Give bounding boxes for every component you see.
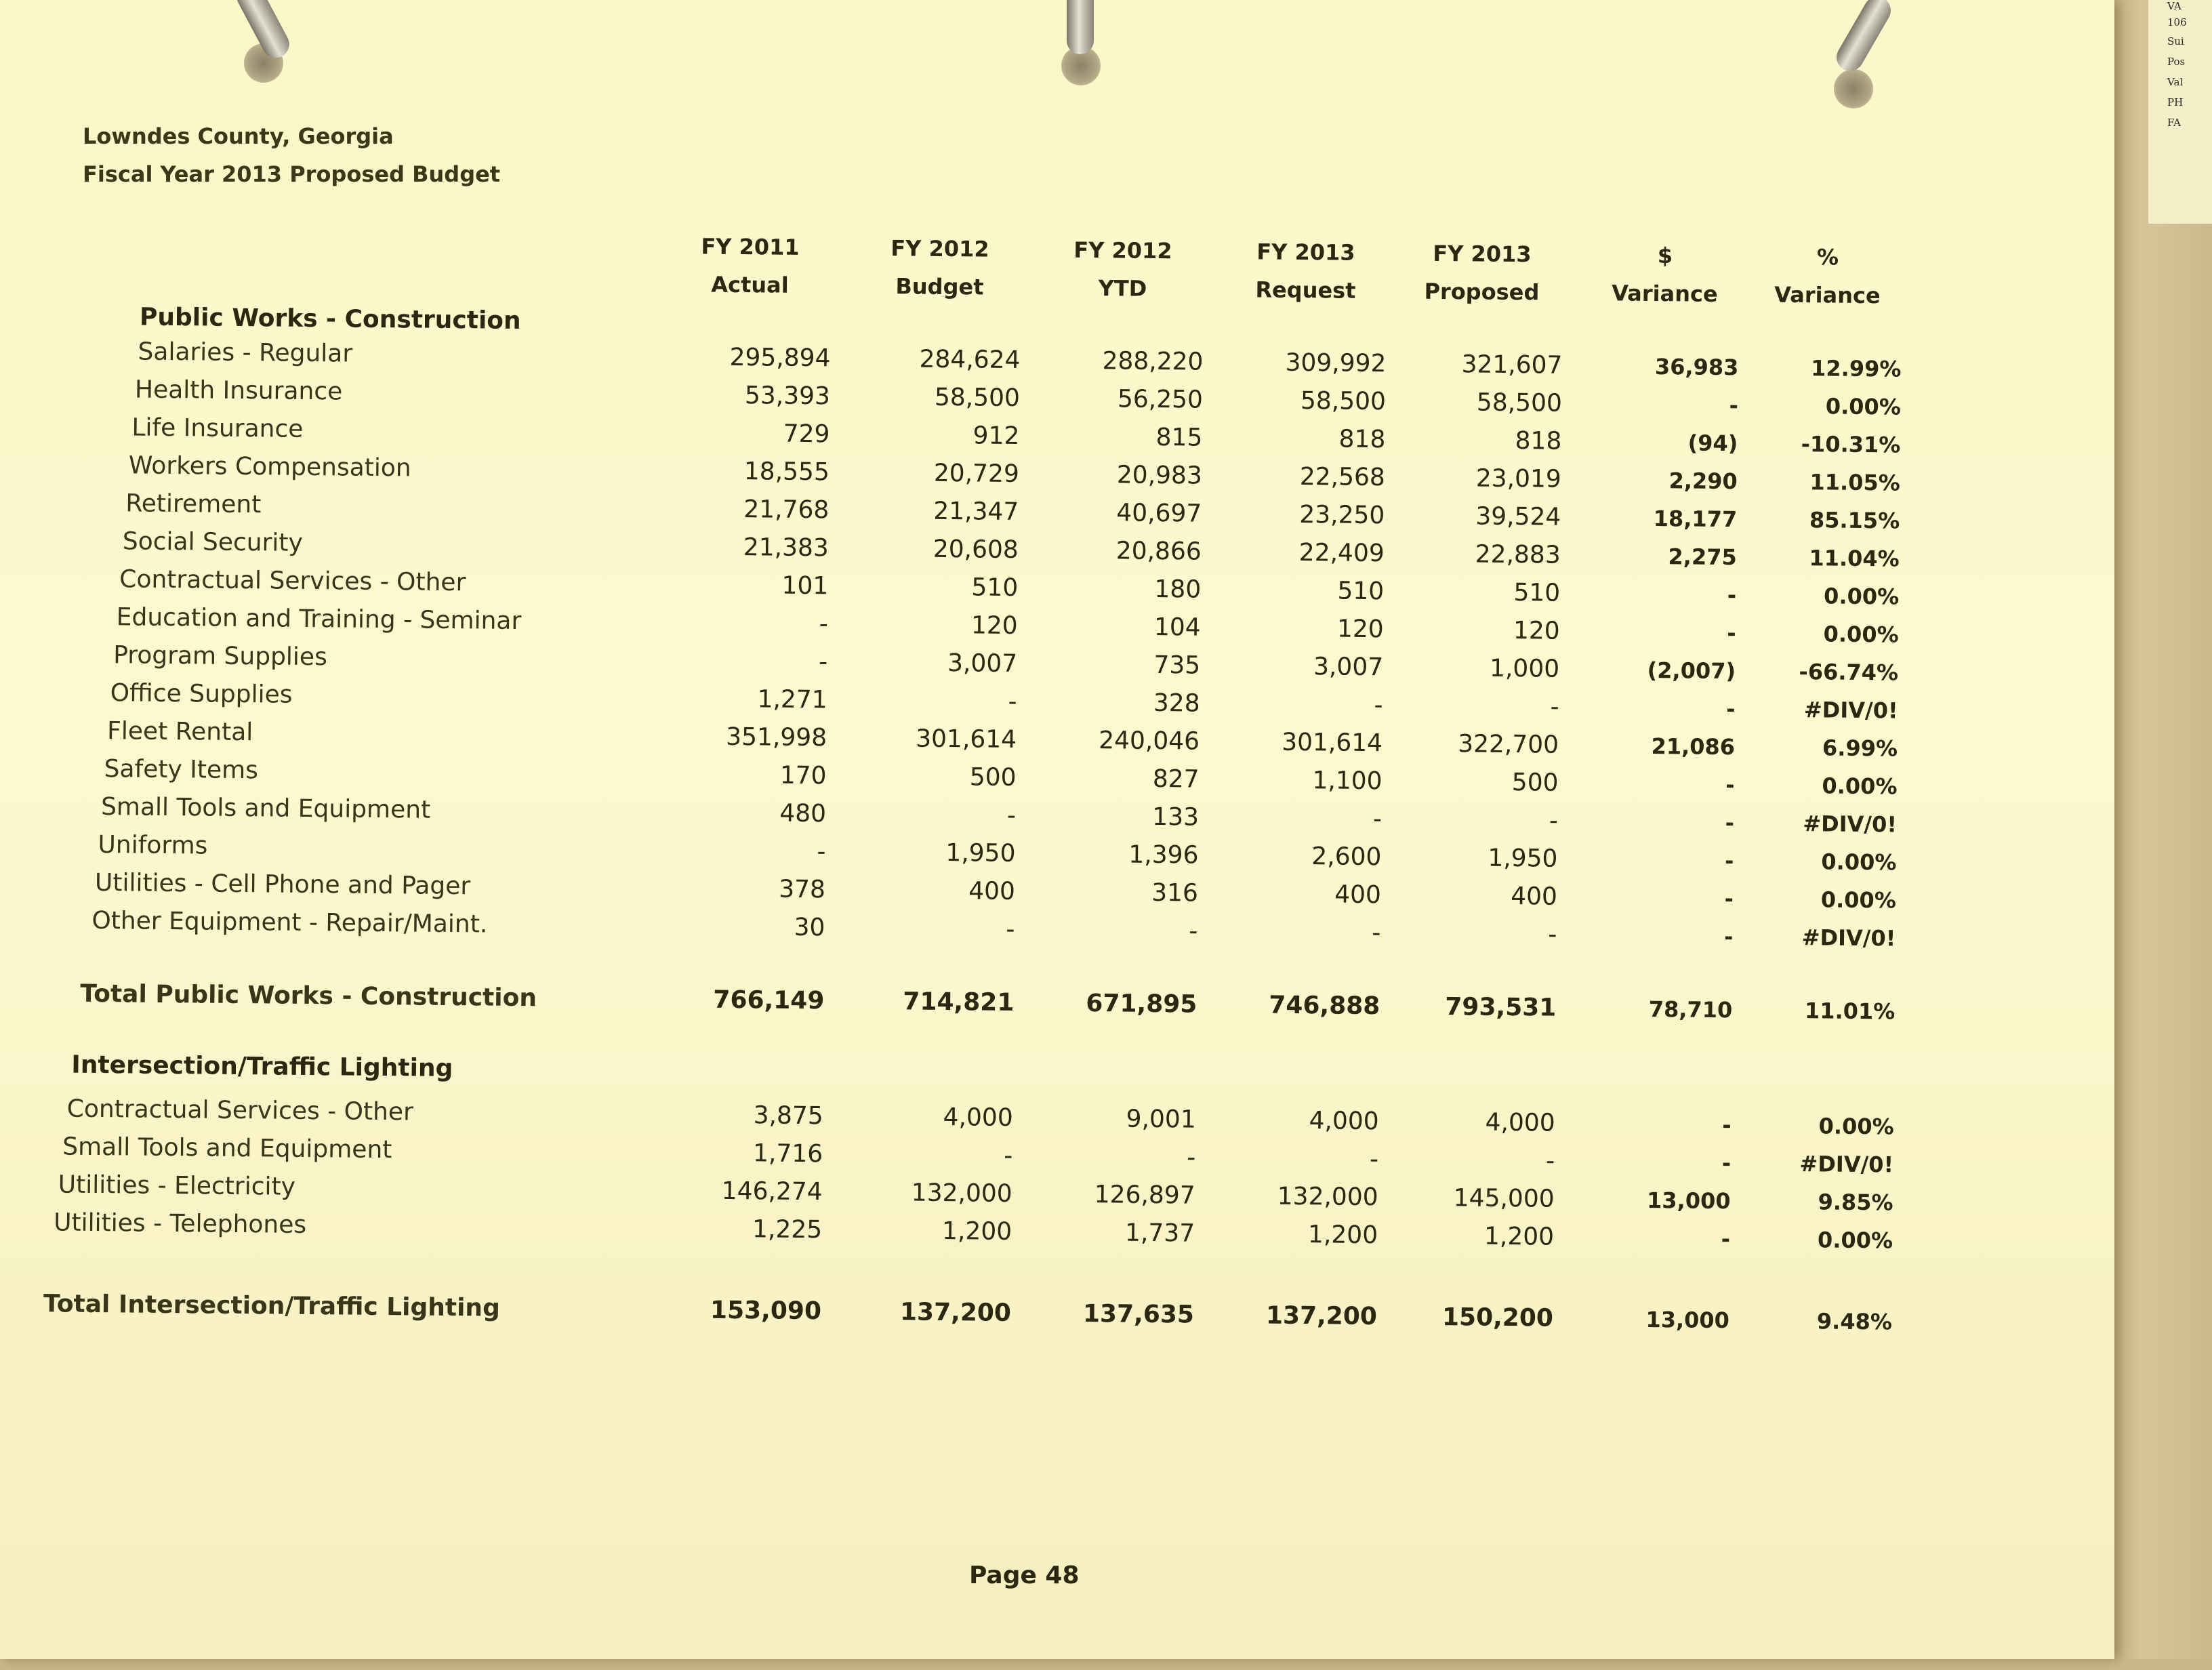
cell-value: 240,046 xyxy=(1099,727,1200,756)
cell-value: 120 xyxy=(1336,615,1384,644)
cell-value: (94) xyxy=(1687,430,1738,457)
cell-value: 21,768 xyxy=(743,495,830,525)
cell-value: 9.85% xyxy=(1818,1189,1893,1216)
cell-value: 500 xyxy=(969,763,1017,792)
cell-value: 146,274 xyxy=(721,1177,823,1206)
cell-value: - xyxy=(1189,917,1198,945)
line-item-label: Utilities - Telephones xyxy=(53,1208,307,1239)
column-header xyxy=(1224,232,1387,310)
cell-value: 20,608 xyxy=(933,535,1019,565)
cell-value: 1,396 xyxy=(1128,840,1199,870)
column-header xyxy=(858,229,1021,306)
cell-value: 2,275 xyxy=(1668,544,1737,571)
column-header-line1: FY 2013 xyxy=(1433,240,1532,268)
cell-value: 3,875 xyxy=(753,1101,823,1131)
cell-value: 322,700 xyxy=(1457,730,1559,759)
line-item-label: Life Insurance xyxy=(131,413,304,443)
cell-value: 818 xyxy=(1338,425,1386,454)
cell-value: #DIV/0! xyxy=(1801,924,1896,952)
cell-value: - xyxy=(819,610,828,638)
background-sheet-text: PH xyxy=(2167,96,2184,108)
cell-value: 137,200 xyxy=(899,1298,1012,1327)
cell-value: 328 xyxy=(1153,689,1200,718)
cell-value: 133 xyxy=(1152,802,1200,832)
budget-title: Fiscal Year 2013 Proposed Budget xyxy=(83,161,501,187)
cell-value: 56,250 xyxy=(1117,385,1204,414)
cell-value: 23,019 xyxy=(1475,464,1562,493)
cell-value: 912 xyxy=(972,422,1020,451)
cell-value: 2,600 xyxy=(1311,842,1382,872)
total-label: Total Public Works - Construction xyxy=(80,979,537,1013)
cell-value: 11.04% xyxy=(1809,545,1900,572)
cell-value: 39,524 xyxy=(1475,502,1561,531)
cell-value: 20,983 xyxy=(1116,461,1203,490)
column-header-line1: FY 2013 xyxy=(1256,239,1355,266)
column-header xyxy=(668,227,832,304)
cell-value: - xyxy=(1724,886,1734,912)
total-row xyxy=(0,975,2112,1033)
column-header xyxy=(1400,234,1563,311)
cell-value: 0.00% xyxy=(1820,887,1897,914)
cell-value: 0.00% xyxy=(1823,621,1899,648)
page-number: Page 48 xyxy=(969,1562,1080,1589)
cell-value: 132,000 xyxy=(911,1179,1012,1208)
county-name: Lowndes County, Georgia xyxy=(83,123,394,149)
line-item-label: Utilities - Cell Phone and Pager xyxy=(94,868,471,901)
background-sheet-text: Sui xyxy=(2167,35,2184,47)
cell-value: 23,250 xyxy=(1299,500,1385,530)
cell-value: 0.00% xyxy=(1818,1113,1894,1140)
cell-value: 827 xyxy=(1152,765,1200,794)
column-header-line1: FY 2011 xyxy=(701,233,800,260)
cell-value: #DIV/0! xyxy=(1799,1151,1894,1178)
cell-value: - xyxy=(1545,1147,1555,1175)
cell-value: 1,737 xyxy=(1124,1219,1195,1248)
cell-value: 400 xyxy=(968,877,1016,905)
line-item-label: Utilities - Electricity xyxy=(58,1170,296,1201)
cell-value: 21,383 xyxy=(743,533,829,563)
line-item-label: Workers Compensation xyxy=(128,451,411,483)
cell-value: 2,290 xyxy=(1668,468,1738,495)
cell-value: 21,347 xyxy=(933,497,1019,527)
cell-value: 295,894 xyxy=(729,343,831,373)
cell-value: - xyxy=(1727,620,1736,647)
line-item-label: Other Equipment - Repair/Maint. xyxy=(91,906,488,939)
cell-value: 3,007 xyxy=(947,649,1018,678)
cell-value: - xyxy=(1723,924,1734,950)
cell-value: 321,607 xyxy=(1461,350,1563,380)
cell-value: 766,149 xyxy=(713,985,825,1015)
background-sheet-text: FA xyxy=(2167,117,2181,129)
cell-value: - xyxy=(1006,915,1015,943)
cell-value: - xyxy=(1372,805,1382,834)
cell-value: 22,568 xyxy=(1299,462,1386,492)
cell-value: 316 xyxy=(1151,878,1199,908)
line-item-label: Program Supplies xyxy=(113,641,328,672)
background-sheet-text: Pos xyxy=(2167,56,2186,68)
cell-value: 729 xyxy=(783,420,830,449)
cell-value: 671,895 xyxy=(1086,990,1197,1019)
line-item-label: Fleet Rental xyxy=(106,717,253,747)
cell-value: 53,393 xyxy=(744,382,831,411)
cell-value: 9.48% xyxy=(1816,1308,1893,1335)
cell-value: 510 xyxy=(1513,579,1561,607)
cell-value: 0.00% xyxy=(1825,393,1902,420)
background-sheet-text: 106 xyxy=(2167,16,2187,28)
cell-value: 22,409 xyxy=(1298,538,1385,568)
column-header xyxy=(1746,237,1909,314)
cell-value: 1,100 xyxy=(1312,767,1382,796)
cell-value: #DIV/0! xyxy=(1803,697,1898,724)
cell-value: 4,000 xyxy=(1309,1107,1379,1136)
cell-value: 137,635 xyxy=(1082,1299,1195,1329)
cell-value: 1,200 xyxy=(941,1217,1012,1246)
cell-value: - xyxy=(1006,801,1017,830)
cell-value: 4,000 xyxy=(943,1103,1013,1132)
cell-value: - xyxy=(1721,1226,1731,1252)
cell-value: 180 xyxy=(1154,575,1202,604)
cell-value: 58,500 xyxy=(1476,388,1563,418)
cell-value: 1,200 xyxy=(1307,1221,1378,1250)
cell-value: 170 xyxy=(779,761,827,790)
cell-value: 510 xyxy=(1337,577,1385,606)
cell-value: 104 xyxy=(1153,613,1201,642)
cell-value: 301,614 xyxy=(916,725,1017,754)
cell-value: 1,200 xyxy=(1483,1222,1555,1251)
cell-value: 36,983 xyxy=(1654,354,1739,381)
cell-value: 120 xyxy=(1513,617,1560,645)
cell-value: 4,000 xyxy=(1485,1108,1555,1137)
cell-value: 13,000 xyxy=(1646,1187,1731,1215)
background-sheet-text: Val xyxy=(2167,76,2184,88)
cell-value: 1,950 xyxy=(945,839,1016,868)
line-item-label: Contractual Services - Other xyxy=(119,565,466,597)
background-sheet xyxy=(2148,0,2212,224)
cell-value: - xyxy=(1725,772,1735,798)
cell-value: 500 xyxy=(1511,769,1559,797)
cell-value: - xyxy=(1550,693,1559,721)
cell-value: 510 xyxy=(971,573,1019,603)
column-header-line1: % xyxy=(1816,244,1839,270)
column-header-line2: Budget xyxy=(895,273,984,300)
cell-value: -66.74% xyxy=(1799,659,1899,686)
cell-value: 11.05% xyxy=(1809,469,1900,496)
cell-value: -10.31% xyxy=(1801,431,1901,458)
cell-value: 818 xyxy=(1515,427,1562,455)
cell-value: 40,697 xyxy=(1116,499,1202,528)
cell-value: 746,888 xyxy=(1269,991,1380,1021)
cell-value: #DIV/0! xyxy=(1803,811,1898,838)
cell-value: 284,624 xyxy=(919,345,1021,375)
line-item-label: Social Security xyxy=(122,527,304,557)
cell-value: 714,821 xyxy=(903,987,1015,1017)
total-row xyxy=(0,1285,2109,1343)
cell-value: 400 xyxy=(1510,882,1558,911)
cell-value: - xyxy=(1724,848,1734,874)
cell-value: 13,000 xyxy=(1645,1306,1730,1334)
cell-value: 20,729 xyxy=(933,459,1020,489)
cell-value: 6.99% xyxy=(1822,735,1898,762)
cell-value: 153,090 xyxy=(710,1296,822,1326)
cell-value: - xyxy=(1729,392,1739,419)
cell-value: 1,716 xyxy=(752,1139,823,1168)
cell-value: 0.00% xyxy=(1822,773,1898,800)
cell-value: 11.01% xyxy=(1804,998,1896,1025)
cell-value: 400 xyxy=(1334,880,1382,910)
line-item-label: Small Tools and Equipment xyxy=(62,1133,392,1164)
cell-value: 309,992 xyxy=(1285,348,1387,378)
cell-value: 793,531 xyxy=(1445,993,1557,1022)
cell-value: 378 xyxy=(779,875,826,904)
line-item-label: Education and Training - Seminar xyxy=(116,603,522,635)
cell-value: 22,883 xyxy=(1475,540,1561,569)
cell-value: - xyxy=(1721,1150,1732,1177)
column-header-line2: Variance xyxy=(1612,280,1718,307)
cell-value: (2,007) xyxy=(1647,657,1736,685)
cell-value: 1,000 xyxy=(1489,654,1560,683)
background-sheet-text: VA xyxy=(2167,0,2182,12)
cell-value: - xyxy=(1722,1112,1732,1139)
line-item-label: Safety Items xyxy=(104,755,259,785)
cell-value: 0.00% xyxy=(1821,849,1897,876)
cell-value: - xyxy=(1372,919,1381,948)
cell-value: 735 xyxy=(1153,651,1201,680)
cell-value: - xyxy=(1725,810,1735,836)
column-header-line1: FY 2012 xyxy=(890,235,989,262)
line-item-label: Office Supplies xyxy=(110,679,293,709)
cell-value: 1,271 xyxy=(757,685,827,714)
column-header xyxy=(1041,230,1204,308)
total-label: Total Intersection/Traffic Lighting xyxy=(43,1290,501,1322)
cell-value: 58,500 xyxy=(1300,386,1387,416)
column-header xyxy=(1583,236,1746,313)
column-header-line1: FY 2012 xyxy=(1073,237,1172,264)
cell-value: 145,000 xyxy=(1453,1184,1555,1213)
cell-value: 301,614 xyxy=(1281,728,1383,758)
cell-value: 101 xyxy=(781,571,829,600)
cell-value: 30 xyxy=(794,913,825,942)
cell-value: 3,007 xyxy=(1313,653,1384,682)
line-item-label: Health Insurance xyxy=(134,375,343,406)
cell-value: 137,200 xyxy=(1265,1301,1378,1331)
cell-value: 85.15% xyxy=(1809,507,1900,534)
section-title: Public Works - Construction xyxy=(139,303,521,335)
cell-value: - xyxy=(1374,691,1383,720)
line-item-label: Contractual Services - Other xyxy=(66,1095,414,1126)
cell-value: 1,950 xyxy=(1488,844,1558,873)
cell-value: - xyxy=(1003,1141,1013,1170)
cell-value: - xyxy=(1727,582,1737,609)
column-header-line1: $ xyxy=(1657,243,1673,269)
cell-value: 288,220 xyxy=(1102,347,1204,376)
cell-value: - xyxy=(1369,1145,1379,1174)
line-item-label: Uniforms xyxy=(98,830,208,860)
cell-value: 126,897 xyxy=(1094,1181,1195,1210)
cell-value: - xyxy=(1726,696,1736,722)
cell-value: 480 xyxy=(779,799,827,828)
line-item-label: Small Tools and Equipment xyxy=(100,793,431,824)
cell-value: 150,200 xyxy=(1441,1303,1554,1332)
column-header-line2: Proposed xyxy=(1424,278,1540,306)
cell-value: 0.00% xyxy=(1817,1227,1893,1254)
cell-value: - xyxy=(1008,687,1017,716)
column-header-line2: Actual xyxy=(711,271,789,298)
cell-value: - xyxy=(817,838,826,866)
cell-value: 815 xyxy=(1155,423,1203,452)
cell-value: 132,000 xyxy=(1277,1182,1378,1212)
section-title: Intersection/Traffic Lighting xyxy=(71,1051,453,1083)
cell-value: 21,086 xyxy=(1651,733,1736,760)
cell-value: 9,001 xyxy=(1126,1105,1196,1134)
cell-value: - xyxy=(1548,920,1557,949)
cell-value: 0.00% xyxy=(1823,583,1900,610)
cell-value: 120 xyxy=(970,611,1018,640)
cell-value: 18,177 xyxy=(1653,506,1738,533)
cell-value: - xyxy=(818,648,828,676)
cell-value: 351,998 xyxy=(726,722,827,752)
column-header-line2: Request xyxy=(1255,277,1356,304)
line-item-label: Salaries - Regular xyxy=(138,338,353,368)
column-header-line2: Variance xyxy=(1774,281,1881,309)
column-header-line2: YTD xyxy=(1098,275,1147,302)
cell-value: - xyxy=(1549,807,1559,835)
cell-value: 18,555 xyxy=(743,457,830,487)
cell-value: 58,500 xyxy=(934,383,1021,413)
cell-value: 1,225 xyxy=(752,1215,823,1244)
line-item-label: Retirement xyxy=(125,489,262,519)
cell-value: 20,866 xyxy=(1115,537,1202,566)
cell-value: 78,710 xyxy=(1648,996,1733,1023)
cell-value: - xyxy=(1186,1143,1196,1172)
cell-value: 12.99% xyxy=(1810,355,1902,382)
